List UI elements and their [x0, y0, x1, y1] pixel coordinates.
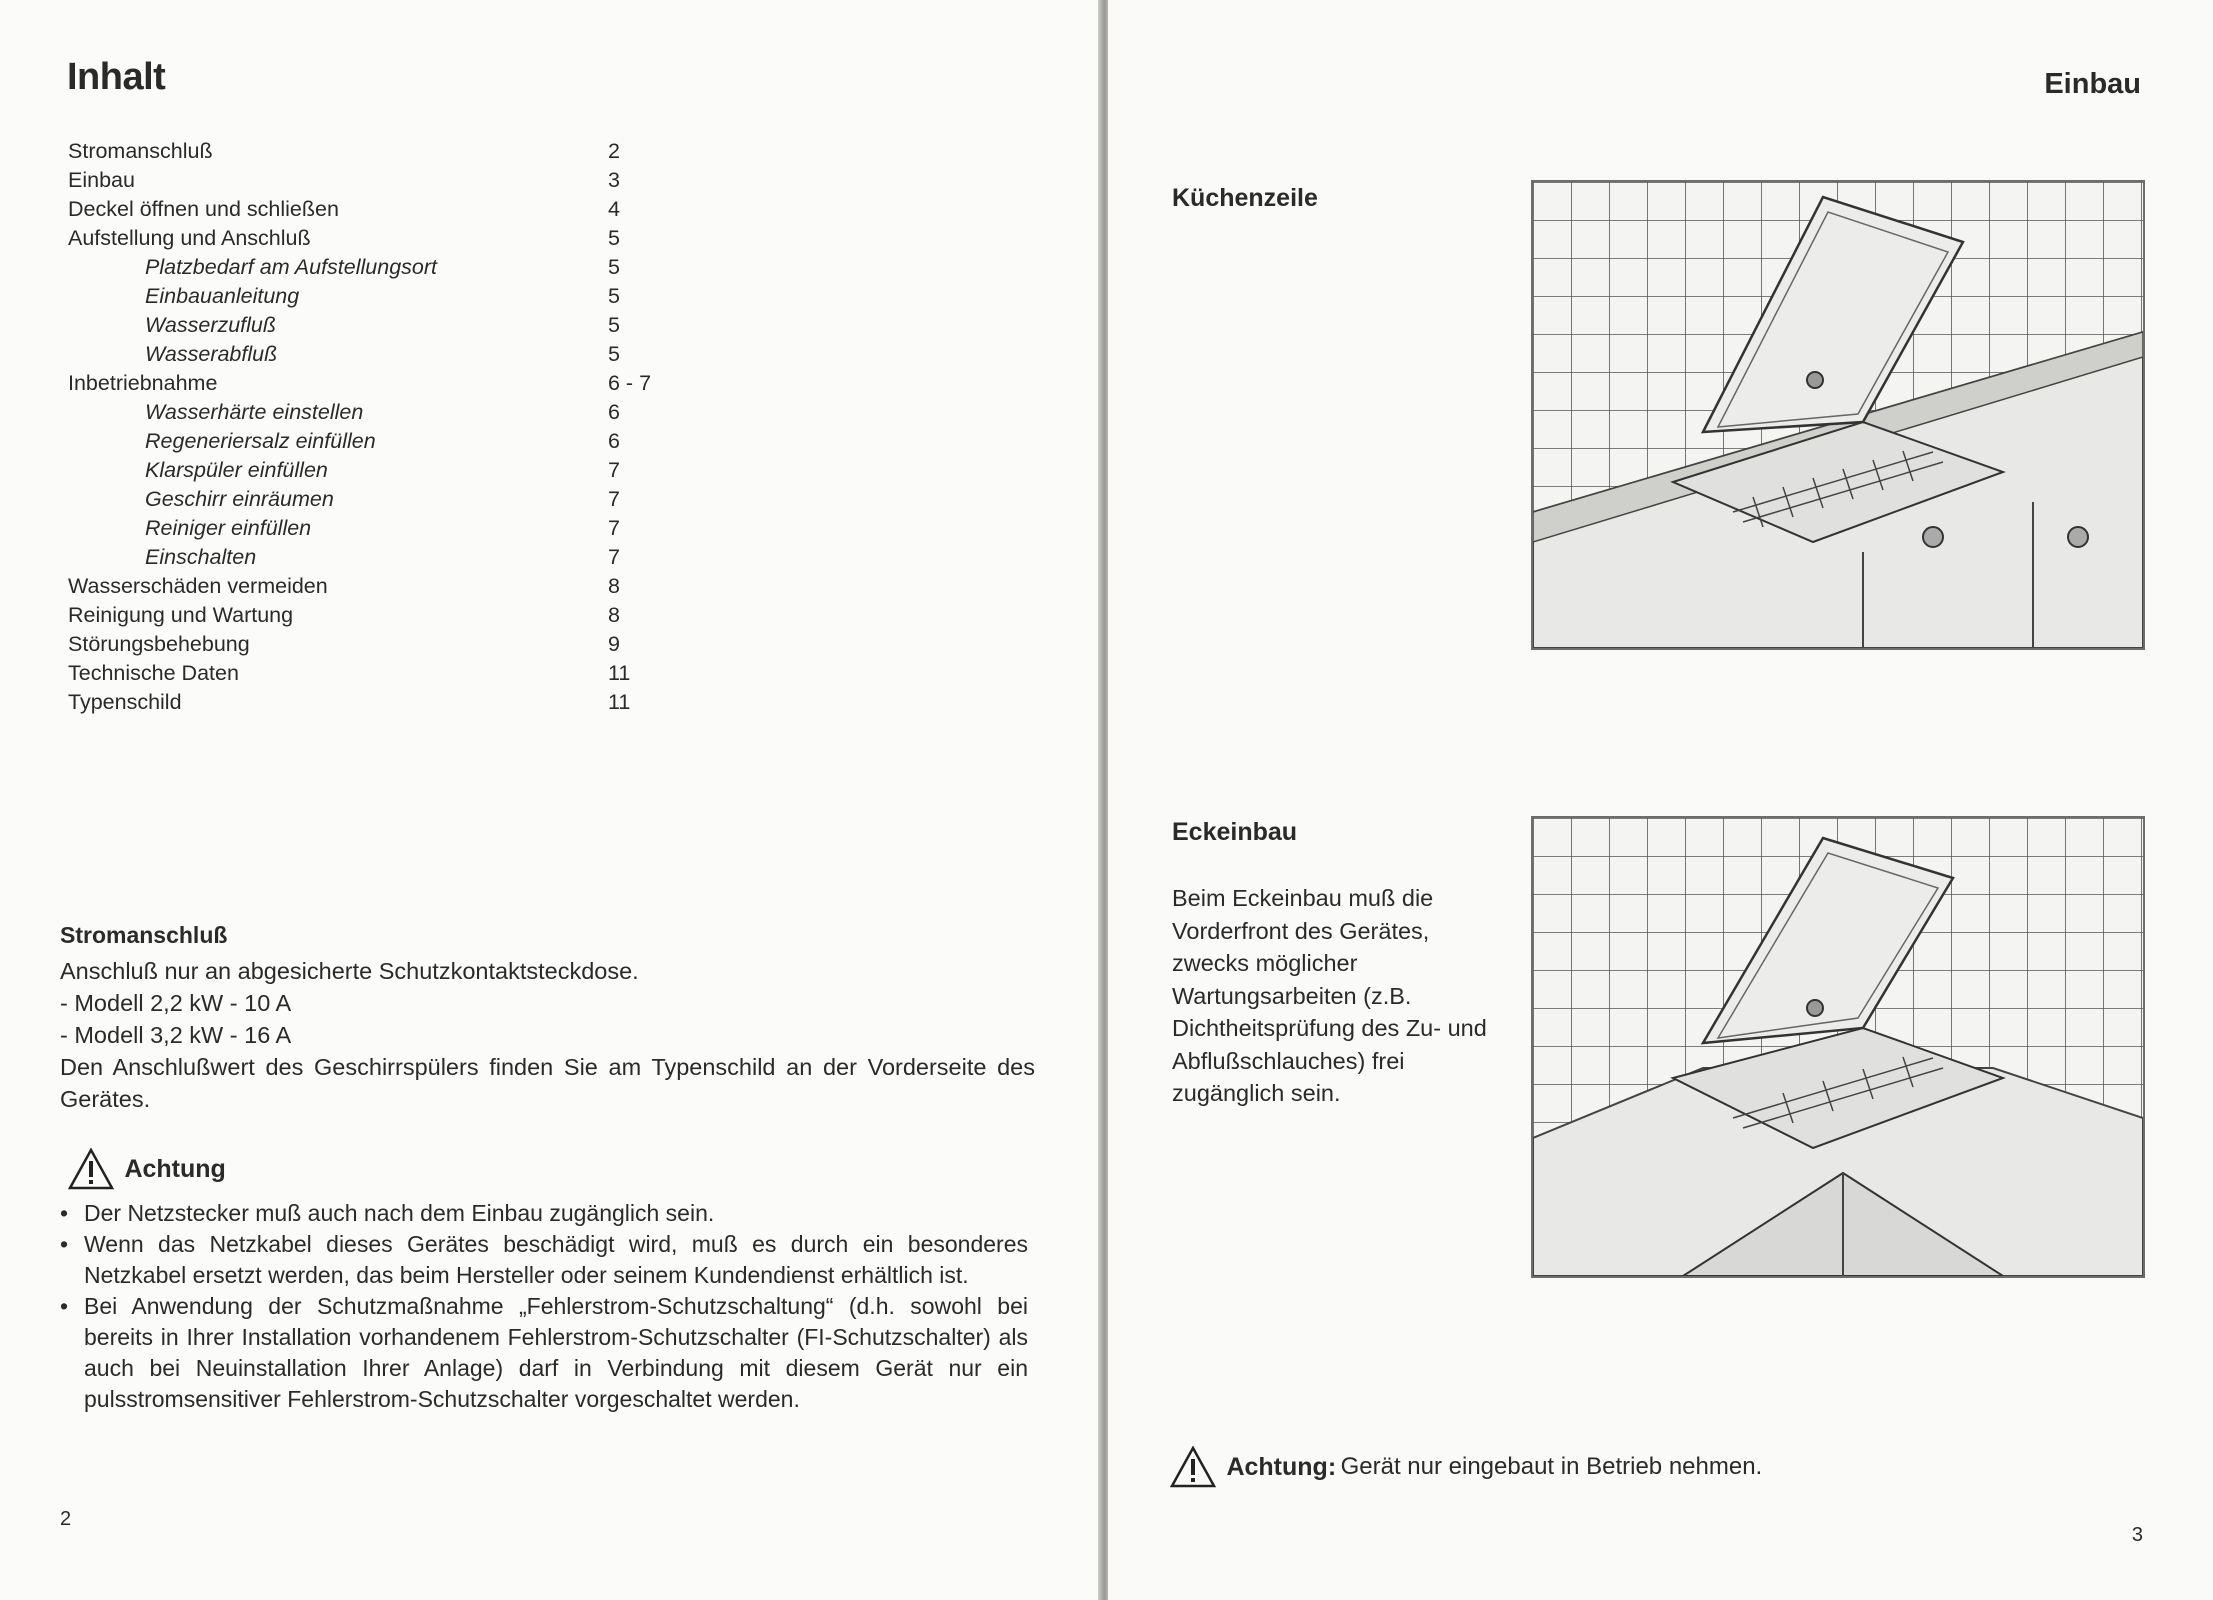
toc-entry — [68, 195, 688, 224]
page-number-right: 3 — [2131, 1524, 2143, 1546]
toc-entry-label: Stromanschluß — [68, 139, 213, 163]
toc-entry-page: 7 — [608, 516, 620, 540]
toc-entry — [68, 369, 688, 398]
kuechenzeile-heading: Küchenzeile — [1172, 184, 1318, 212]
toc-entry — [68, 166, 688, 195]
warning-header — [68, 1148, 226, 1194]
toc-entry-label: Klarspüler einfüllen — [145, 458, 328, 482]
toc-entry-page: 6 — [608, 400, 620, 424]
kitchen-row-illustration — [1531, 180, 2145, 650]
toc-entry-page: 5 — [608, 342, 620, 366]
toc-entry-label: Typenschild — [68, 690, 182, 714]
toc-entry-label: Einbau — [68, 168, 135, 192]
toc-entry-page: 5 — [608, 255, 620, 279]
toc-entry — [68, 340, 688, 369]
power-text-block — [60, 955, 1035, 1115]
warning-item: • Der Netzstecker muß auch nach dem Einbau zugänglich sein. — [60, 1198, 1028, 1229]
warning-heading: Achtung — [124, 1154, 226, 1183]
page-title: Inhalt — [67, 56, 166, 98]
toc-entry — [68, 543, 688, 572]
power-line-3: - Modell 3,2 kW - 16 A — [60, 1022, 292, 1048]
power-line-4: Den Anschlußwert des Geschirrspülers finden Sie am Typenschild an der Vorderseite des Gerätes. — [60, 1054, 1035, 1112]
toc-entry-page: 6 — [608, 429, 620, 453]
toc-entry-label: Geschirr einräumen — [145, 487, 334, 511]
toc-entry-label: Aufstellung und Anschluß — [68, 226, 311, 250]
toc-entry-page: 5 — [608, 226, 620, 250]
toc-entry-page: 3 — [608, 168, 620, 192]
right-page — [1108, 0, 2213, 1600]
toc-entry-page: 11 — [608, 661, 631, 685]
toc-entry-label: Reiniger einfüllen — [145, 516, 312, 540]
toc-entry — [68, 253, 688, 282]
eckeinbau-heading: Eckeinbau — [1172, 818, 1298, 846]
note-label: Achtung: — [1226, 1452, 1337, 1481]
warning-item: • Wenn das Netzkabel dieses Gerätes beschädigt wird, muß es durch ein besonderes Netzkabel ersetzt werden, das beim Hersteller oder seinem Kundendienst erhältlich ist. — [60, 1229, 1028, 1291]
toc-entry — [68, 514, 688, 543]
note-text: Gerät nur eingebaut in Betrieb nehmen. — [1340, 1453, 1763, 1480]
toc-entry-page: 8 — [608, 574, 620, 598]
warning-list — [60, 1198, 1028, 1415]
bottom-note — [1170, 1446, 1762, 1490]
toc-entry-page: 8 — [608, 603, 620, 627]
toc-entry — [68, 427, 688, 456]
toc-entry-label: Einbauanleitung — [145, 284, 300, 308]
corner-installation-illustration — [1531, 816, 2145, 1278]
toc-entry — [68, 282, 688, 311]
toc-entry — [68, 398, 688, 427]
toc-entry — [68, 224, 688, 253]
toc-entry — [68, 456, 688, 485]
toc-entry-label: Reinigung und Wartung — [68, 603, 294, 627]
toc-entry — [68, 601, 688, 630]
toc-entry-page: 9 — [608, 632, 620, 656]
toc-entry-page: 7 — [608, 487, 620, 511]
toc-entry — [68, 572, 688, 601]
power-line-1: Anschluß nur an abgesicherte Schutzkontaktsteckdose. — [60, 958, 639, 984]
table-of-contents — [68, 137, 688, 717]
warning-triangle-icon — [68, 1148, 114, 1190]
page-number-left: 2 — [60, 1508, 72, 1530]
toc-entry-label: Störungsbehebung — [68, 632, 250, 656]
toc-entry — [68, 137, 688, 166]
toc-entry-page: 7 — [608, 545, 620, 569]
toc-entry-label: Wasserzufluß — [145, 313, 277, 337]
toc-entry-page: 4 — [608, 197, 620, 221]
toc-entry-label: Technische Daten — [68, 661, 239, 685]
toc-entry-label: Wasserabfluß — [145, 342, 278, 366]
toc-entry-label: Wasserschäden vermeiden — [68, 574, 328, 598]
warning-triangle-icon — [1170, 1446, 1216, 1488]
toc-entry-page: 2 — [608, 139, 620, 163]
power-line-2: - Modell 2,2 kW - 10 A — [60, 990, 292, 1016]
toc-entry-label: Platzbedarf am Aufstellungsort — [145, 255, 437, 279]
toc-entry — [68, 688, 688, 717]
toc-entry-label: Wasserhärte einstellen — [145, 400, 364, 424]
left-page — [0, 0, 1100, 1600]
toc-entry-page: 6 - 7 — [608, 371, 652, 395]
toc-entry — [68, 485, 688, 514]
power-heading: Stromanschluß — [60, 922, 228, 948]
toc-entry-label: Inbetriebnahme — [68, 371, 218, 395]
dishwasher-corner-drawing — [1533, 818, 2143, 1276]
toc-entry-label: Einschalten — [145, 545, 257, 569]
eckeinbau-text: Beim Eckeinbau muß die Vorderfront des Gerätes, zwecks möglicher Wartungsarbeiten (z.B. Dichtheitsprüfung des Zu- und Abflußschlauches) frei zugänglich sein. — [1172, 885, 1487, 1106]
warning-item: • Bei Anwendung der Schutzmaßnahme „Fehlerstrom-Schutzschaltung“ (d.h. sowohl bei bereits in Ihrer Installation vorhandenem Fehlerstrom-Schutzschalter (FI-Schutzschalter) als auch bei Neuinstallation Ihrer Anlage) darf in Verbindung mit diesem Gerät nur ein pulsstromsensitiver Fehlerstrom-Schutzschalter vorgeschaltet werden. — [60, 1291, 1028, 1415]
toc-entry-page: 5 — [608, 284, 620, 308]
toc-entry — [68, 659, 688, 688]
toc-entry-page: 5 — [608, 313, 620, 337]
toc-entry-page: 7 — [608, 458, 620, 482]
toc-entry-page: 11 — [608, 690, 631, 714]
toc-entry-label: Regeneriersalz einfüllen — [145, 429, 376, 453]
toc-entry-label: Deckel öffnen und schließen — [68, 197, 339, 221]
section-header: Einbau — [2044, 68, 2141, 100]
toc-entry — [68, 630, 688, 659]
dishwasher-countertop-drawing — [1533, 182, 2143, 648]
toc-entry — [68, 311, 688, 340]
